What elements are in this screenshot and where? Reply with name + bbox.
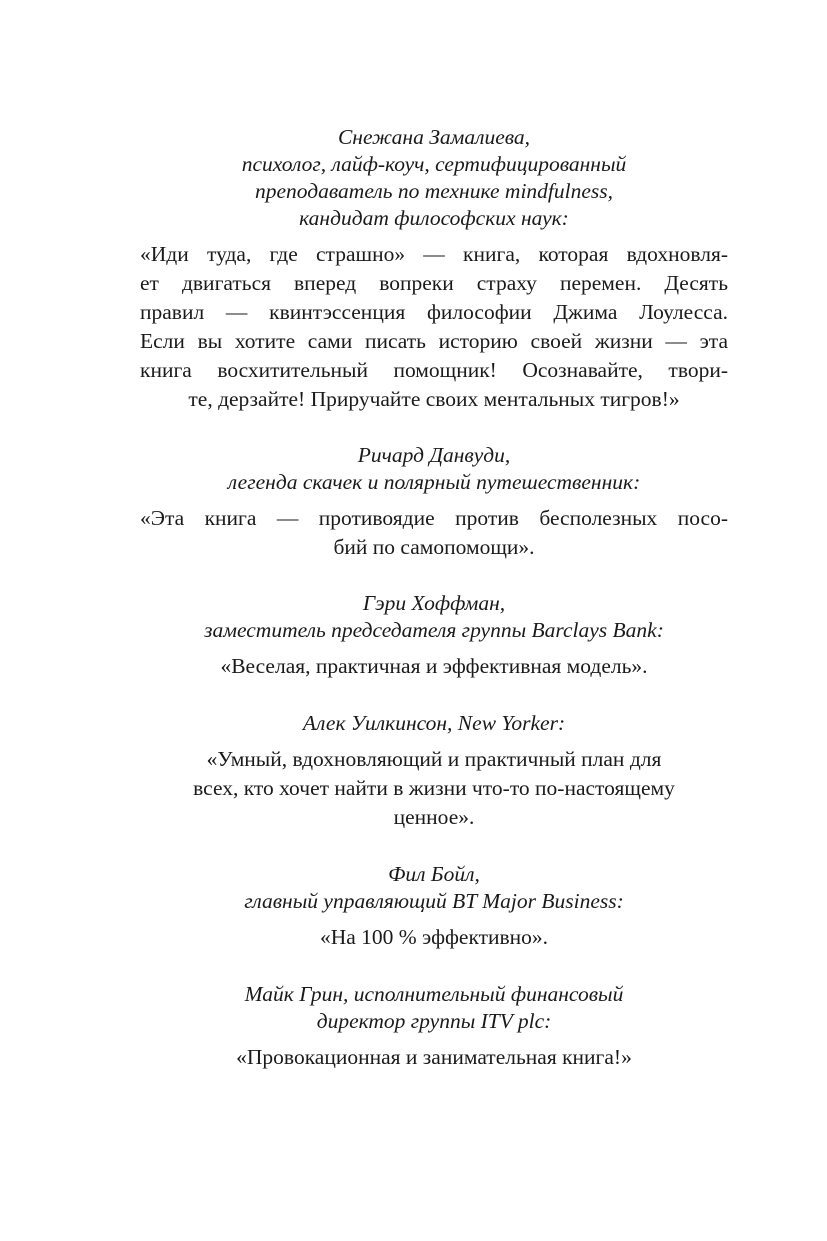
review-boyle bbox=[140, 861, 728, 952]
review-attribution bbox=[140, 861, 728, 915]
review-wilkinson bbox=[140, 710, 728, 832]
quote-line: «Веселая, практичная и эффективная модель». bbox=[220, 654, 648, 678]
review-quote bbox=[140, 1043, 728, 1072]
review-hoffman bbox=[140, 590, 728, 681]
reviewer-title-line: заместитель председателя группы Barclays Bank: bbox=[204, 618, 664, 642]
review-zamalieva bbox=[140, 124, 728, 414]
reviewer-title-line: главный управляющий BT Major Business: bbox=[244, 889, 624, 913]
reviewer-title-line: психолог, лайф-коуч, сертифицированный bbox=[241, 152, 627, 176]
review-attribution bbox=[140, 442, 728, 496]
quote-line: ет двигаться вперед вопреки страху перемен. Десять bbox=[140, 271, 728, 295]
review-quote bbox=[140, 923, 728, 952]
review-quote bbox=[140, 240, 728, 414]
quote-line: всех, кто хочет найти в жизни что-то по-настоящему bbox=[193, 776, 675, 800]
endorsements-page bbox=[140, 124, 728, 1072]
quote-line: Если вы хотите сами писать историю своей жизни — эта bbox=[140, 329, 728, 353]
review-quote bbox=[140, 504, 728, 562]
quote-line: «Провокационная и занимательная книга!» bbox=[236, 1045, 632, 1069]
reviewer-title-line: преподаватель по технике mindfulness, bbox=[254, 179, 614, 203]
reviewer-title-line: кандидат философских наук: bbox=[299, 206, 569, 230]
quote-line: бий по самопомощи». bbox=[333, 535, 535, 559]
review-green bbox=[140, 981, 728, 1072]
review-attribution bbox=[140, 590, 728, 644]
reviewer-name: Майк Грин, исполнительный финансовый bbox=[244, 982, 624, 1006]
reviewer-name: Гэри Хоффман, bbox=[362, 591, 506, 615]
review-quote bbox=[140, 745, 728, 832]
review-attribution bbox=[140, 981, 728, 1035]
reviewer-name: Ричард Данвуди, bbox=[357, 443, 511, 467]
quote-line: правил — квинтэссенция философии Джима Лоулесса. bbox=[140, 300, 728, 324]
quote-line: «Эта книга — противоядие против бесполезных посо- bbox=[140, 506, 728, 530]
review-attribution bbox=[140, 124, 728, 232]
reviewer-name: Фил Бойл, bbox=[388, 862, 480, 886]
quote-line: те, дерзайте! Приручайте своих ментальных тигров!» bbox=[188, 387, 680, 411]
review-quote bbox=[140, 652, 728, 681]
review-dunwoody bbox=[140, 442, 728, 562]
reviewer-title-line: легенда скачек и полярный путешественник: bbox=[227, 470, 641, 494]
quote-line: «Умный, вдохновляющий и практичный план для bbox=[206, 747, 662, 771]
quote-line: «Иди туда, где страшно» — книга, которая вдохновля- bbox=[140, 242, 728, 266]
quote-line: книга восхитительный помощник! Осознавайте, твори- bbox=[140, 358, 728, 382]
reviewer-name: Алек Уилкинсон, New Yorker: bbox=[302, 711, 566, 735]
reviewer-name: Снежана Замалиева, bbox=[337, 125, 531, 149]
review-attribution bbox=[140, 710, 728, 737]
quote-line: «На 100 % эффективно». bbox=[319, 925, 549, 949]
quote-line: ценное». bbox=[393, 805, 475, 829]
reviewer-title-line: директор группы ITV plc: bbox=[316, 1009, 552, 1033]
